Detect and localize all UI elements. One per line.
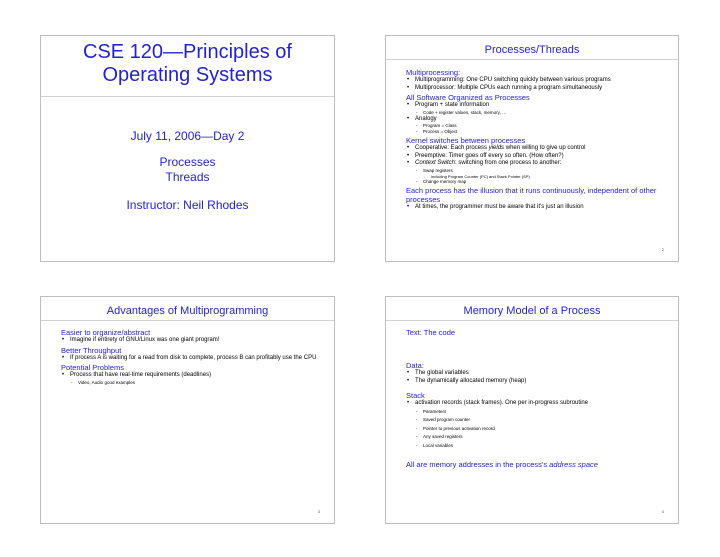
lecture-date: July 11, 2006—Day 2: [130, 129, 245, 143]
heading: Stack: [406, 391, 425, 400]
sub-bullet: - Process = Object: [406, 129, 664, 135]
slide-advantages: [40, 296, 335, 524]
heading: All are memory addresses in the process's address space: [406, 460, 598, 469]
bullet: • Multiprocessor: Multiple CPUs each running a program simultaneously: [406, 85, 664, 93]
sub-bullet: - Local variables: [406, 442, 664, 451]
bullet: • Cooperative: Each process yields when willing to give up control: [406, 145, 664, 153]
divider: [386, 320, 678, 321]
slide-processes-threads: [385, 35, 679, 262]
slide-title-page: [40, 35, 335, 262]
bullet: • Program + state information: [406, 102, 664, 110]
slide-title: Memory Model of a Process: [463, 305, 601, 317]
bullet: • Process that have real-time requirements (deadlines): [61, 372, 320, 380]
sub-sub-bullet: - including Program Counter (PC) and Stack Pointer (SP): [406, 174, 664, 180]
bullet: • Context Switch: switching from one process to another:: [406, 160, 664, 168]
divider: [386, 59, 678, 60]
heading: Better Throughput: [61, 345, 122, 355]
page-number: 4: [661, 509, 664, 514]
heading: Multiprocessing:: [406, 68, 461, 77]
heading: Each process has the illusion that it runs continuously, independent of other processes: [406, 186, 657, 204]
bullet: • If process A is waiting for a read from disk to complete, process B can profitably use the CPU: [61, 355, 320, 363]
instructor: Instructor: Neil Rhodes: [126, 198, 249, 212]
sub-bullet: - Parameters: [406, 408, 664, 417]
heading: Potential Problems: [61, 363, 124, 372]
slide-body: [406, 328, 664, 469]
lecture-topics: [41, 155, 334, 185]
heading: Kernel switches between processes: [406, 136, 526, 145]
sub-bullet: - Code + register values, stack, memory, …: [406, 110, 664, 116]
bullet: • The dynamically allocated memory (heap): [406, 378, 664, 386]
bullet: • The global variables: [406, 370, 664, 378]
bullet: • Imagine if entirety of GNU/Linux was one giant program!: [61, 337, 320, 345]
divider: [41, 96, 334, 97]
slide-title: Processes/Threads: [484, 44, 580, 56]
sub-bullet: - Saved program counter: [406, 416, 664, 425]
sub-bullet: - Swap registers: [406, 168, 664, 174]
sub-bullet: - Change memory map: [406, 179, 664, 185]
page-number: 3: [317, 509, 320, 514]
sub-bullet: - Program = Class: [406, 123, 664, 129]
page-number: 2: [661, 247, 664, 252]
course-title: CSE 120—Principles of Operating Systems: [83, 41, 292, 86]
heading: Text: The code: [406, 328, 456, 337]
heading: Easier to organize/abstract: [61, 328, 151, 337]
sub-bullet: - Any saved registers: [406, 433, 664, 442]
heading: All Software Organized as Processes: [406, 93, 530, 102]
topic-processes: Processes: [159, 155, 216, 169]
slide-body: [406, 68, 664, 212]
bullet: • Analogy: [406, 116, 664, 124]
slide-title: Advantages of Multiprogramming: [106, 305, 269, 317]
bullet: • Multiprogramming: One CPU switching quickly between various programs: [406, 77, 664, 85]
divider: [41, 320, 334, 321]
bullet: • Preemptive: Timer goes off every so often. (How often?): [406, 153, 664, 161]
bullet: • At times, the programmer must be aware that it's just an illusion: [406, 204, 664, 212]
sub-bullet: - Video, Audio good examples: [61, 380, 320, 386]
bullet: • activation records (stack frames). One per in-progress subroutine: [406, 400, 664, 408]
topic-threads: Threads: [165, 170, 210, 184]
heading: Data:: [406, 361, 424, 370]
sub-bullet: - Pointer to previous activation record: [406, 425, 664, 434]
slide-memory-model: [385, 296, 679, 524]
slide-body: [61, 328, 320, 386]
